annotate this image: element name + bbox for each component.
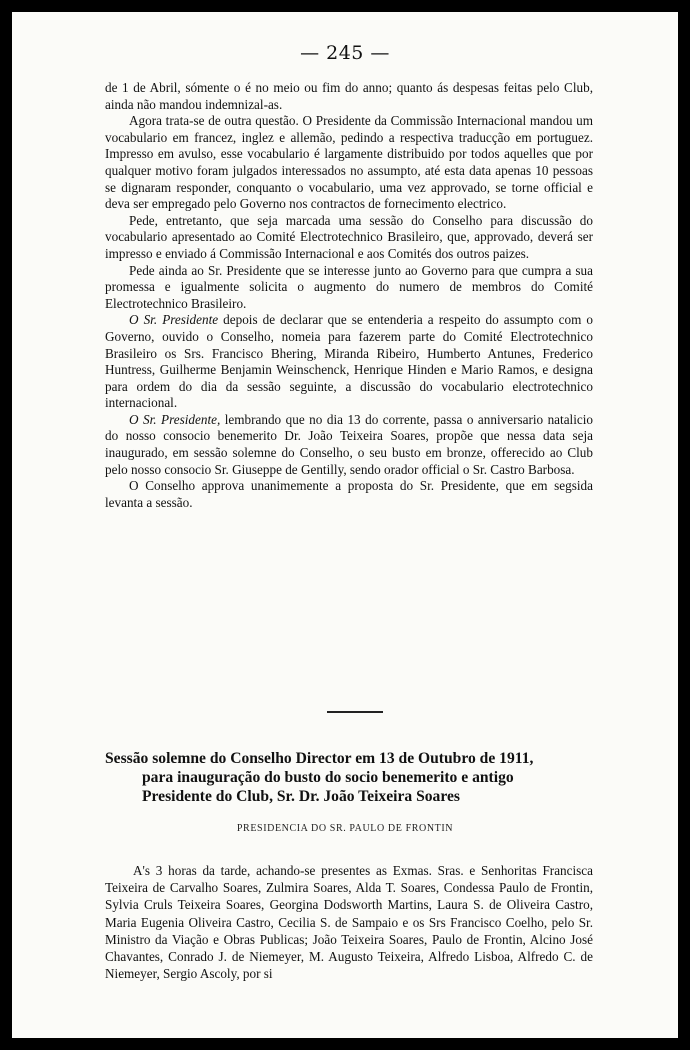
- speaker-lead: O Sr. Presidente,: [129, 411, 221, 427]
- paragraph-6-text: lembrando que no dia 13 do corrente, passa o anniversario natalicio do nosso consocio benemerito Dr. João Teixeira Soares, propõe que nessa data seja inaugurado, em sessão solemne do Conselho, o seu busto em bronze, offerecido ao Club pelo nosso consocio Sr. Giuseppe de Gentilly, sendo orador official o Sr. Castro Barbosa.: [105, 411, 593, 477]
- minutes-body: [105, 80, 593, 511]
- speaker-lead: O Sr. Presidente: [129, 312, 219, 328]
- session-body: [105, 862, 593, 982]
- paragraph-5: [105, 312, 593, 412]
- section-title: [105, 749, 595, 806]
- presidency-heading: PRESIDENCIA DO SR. PAULO DE FRONTIN: [236, 823, 454, 834]
- page-number: — 245 —: [300, 42, 390, 64]
- paragraph-3: Pede, entretanto, que seja marcada uma sessão do Conselho para discussão do vocabulario apresentado ao Comité Electrotechnico Brasileiro, que, approvado, deverá ser impresso e enviado á Commissão Internacional e aos Comités dos outros paizes.: [105, 212, 593, 261]
- section-title-line-3: Presidente do Club, Sr. Dr. João Teixeira Soares: [142, 788, 460, 805]
- paragraph-6: [105, 412, 593, 478]
- paragraph-7: O Conselho approva unanimemente a proposta do Sr. Presidente, que em segsida levanta a sessão.: [105, 478, 593, 510]
- closing-paragraph: A's 3 horas da tarde, achando-se presentes as Exmas. Sras. e Senhoritas Francisca Teixeira de Carvalho Soares, Zulmira Soares, Alda T. Soares, Condessa Paulo de Frontin, Sylvia Cruls Teixeira Soares, Georgina Dodsworth Martins, Laura S. de Oliveira Castro, Maria Eugenia Oliveira Castro, Cecilia S. de Sampaio e os Srs Francisco Coelho, pelo Sr. Ministro da Viação e Obras Publicas; João Teixeira Soares, Paulo de Frontin, Alcino José Chavantes, Conrado J. de Niemeyer, M. Augusto Teixeira, Alfredo Lisboa, Alfredo C. de Niemeyer, Sergio Ascoly, por si: [105, 863, 593, 982]
- paragraph-2: Agora trata-se de outra questão. O Presidente da Commissão Internacional mandou um vocabulario em francez, inglez e allemão, pedindo a respectiva traducção em portuguez. Impresso em avulso, esse vocabulario é largamente distribuido por todos aquelles que por qualquer motivo foram julgados interessados no assumpto, até esta data apenas 10 pessoas se dignaram responder, conquanto o vocabulario, uma vez approvado, se torne official e deva ser empregado pelo Governo nos contractos de fornecimento electrico.: [105, 113, 593, 212]
- section-title-line-2: para inauguração do busto do socio benemerito e antigo: [142, 769, 514, 786]
- paragraph-5-text: depois de declarar que se entenderia a respeito do assumpto com o Governo, ouvido o Conselho, nomeia para fazerem parte do Comité Electrotechnico Brasileiro os Srs. Francisco Bhering, Miranda Ribeiro, Humberto Antunes, Frederico Huntress, Guilherme Benjamin Weinschenck, Henrique Hinden e Mario Ramos, e designa para ordem do dia da sessão seguinte, a discussão do vocabulario electrotechnico internacional.: [105, 312, 593, 411]
- paragraph-1: de 1 de Abril, sómente o é no meio ou fim do anno; quanto ás despesas feitas pelo Club, ainda não mandou indemnizal-as.: [105, 80, 593, 112]
- paragraph-4: Pede ainda ao Sr. Presidente que se interesse junto ao Governo para que cumpra a sua promessa e igualmente solicita o augmento do numero de membros do Comité Electrotechnico Brasileiro.: [105, 262, 593, 311]
- section-title-line-1: Sessão solemne do Conselho Director em 13 de Outubro de 1911,: [105, 750, 534, 767]
- section-divider: [327, 711, 383, 713]
- document-page: [12, 12, 678, 1038]
